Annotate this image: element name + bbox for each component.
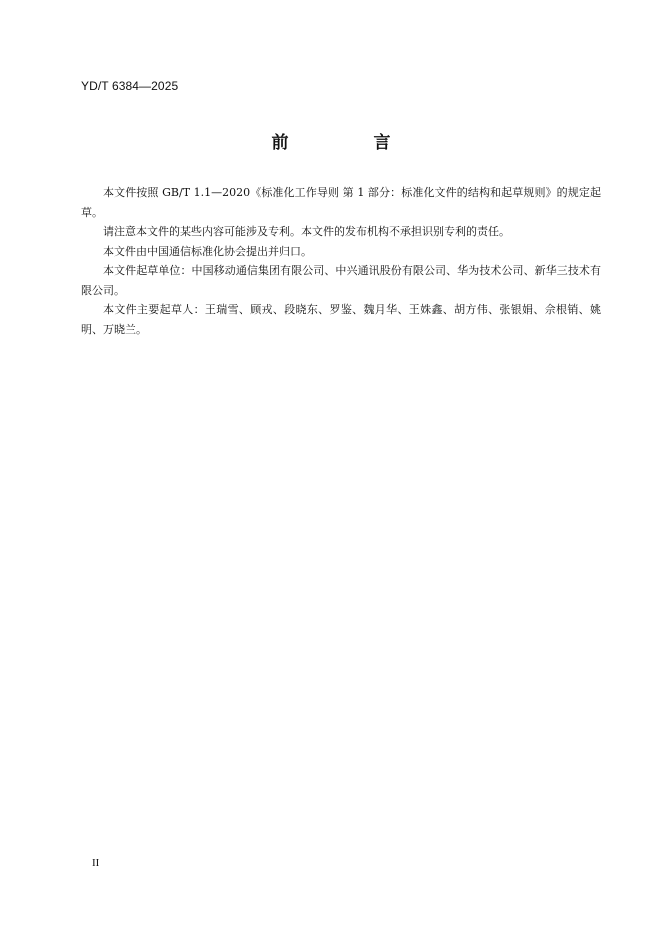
paragraph-drafting-rules: 本文件按照 GB/T 1.1—2020《标准化工作导则 第 1 部分：标准化文件的结构和起草规则》的规定起草。 [81,186,601,219]
paragraph-drafting-units: 本文件起草单位：中国移动通信集团有限公司、中兴通讯股份有限公司、华为技术公司、新华三技术有限公司。 [81,264,601,297]
standard-code: YD/T 6384—2025 [81,79,179,93]
page-title: 前 言 [271,133,425,153]
foreword-body [81,183,601,339]
paragraph-proposer: 本文件由中国通信标准化协会提出并归口。 [103,244,312,258]
page-number: II [92,857,100,869]
paragraph-patent-notice: 请注意本文件的某些内容可能涉及专利。本文件的发布机构不承担识别专利的责任。 [103,225,510,238]
paragraph-drafters: 本文件主要起草人：王瑞雪、顾戎、段晓东、罗鉴、魏月华、王姝鑫、胡方伟、张银娟、佘根销、姚明、万晓兰。 [81,303,601,336]
